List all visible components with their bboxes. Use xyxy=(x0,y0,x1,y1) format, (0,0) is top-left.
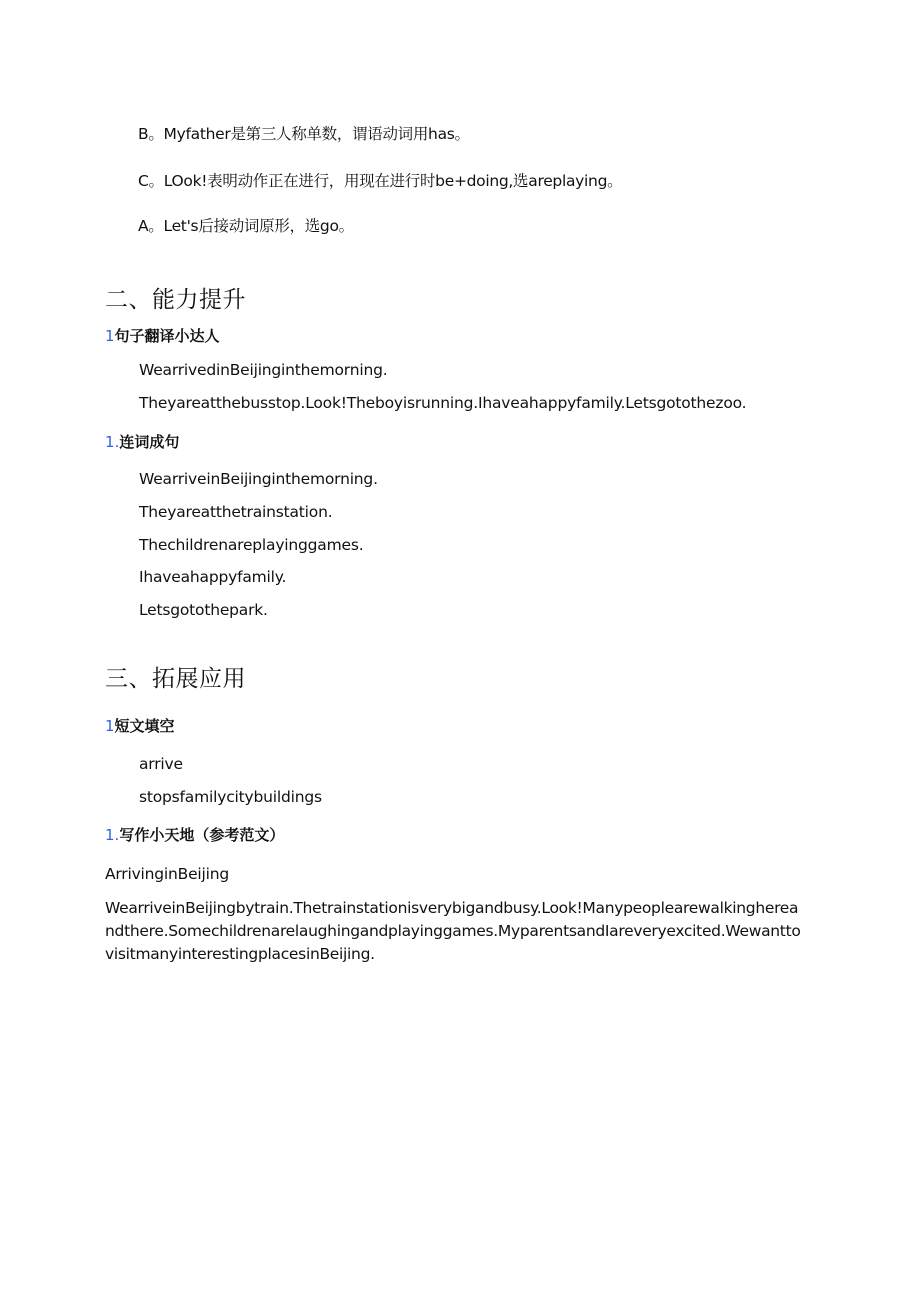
subheading-cloze xyxy=(105,715,175,736)
word-order-answer: Theyareatthetrainstation. xyxy=(139,503,333,521)
subheading-writing xyxy=(105,824,284,845)
subheading-number: 1. xyxy=(105,826,120,844)
answer-explanation-c: C。LOok!表明动作正在进行，用现在进行时be+doing,选areplaying。 xyxy=(138,172,623,190)
subheading-number: 1 xyxy=(105,717,115,735)
answer-explanation-b: B。Myfather是第三人称单数，谓语动词用has。 xyxy=(138,125,470,143)
subheading-translation xyxy=(105,325,220,346)
section-heading-ability: 二、能力提升 xyxy=(105,287,246,313)
answer-explanation-a: A。Let's后接动词原形，选go。 xyxy=(138,217,354,235)
subheading-title: 短文填空 xyxy=(114,717,175,735)
cloze-answer: arrive xyxy=(139,755,183,773)
translation-answer: Theyareatthebusstop.Look!Theboyisrunning.Ihaveahappyfamily.Letsgotothezoo. xyxy=(139,394,747,412)
word-order-answer: Thechildrenareplayinggames. xyxy=(139,536,364,554)
word-order-answer: WearriveinBeijinginthemorning. xyxy=(139,470,378,488)
subheading-word-order xyxy=(105,431,179,452)
subheading-number: 1 xyxy=(105,327,115,345)
translation-answer: WearrivedinBeijinginthemorning. xyxy=(139,361,388,379)
subheading-title: 句子翻译小达人 xyxy=(114,327,220,345)
subheading-title: 连词成句 xyxy=(119,433,180,451)
word-order-answer: Letsgotothepark. xyxy=(139,601,268,619)
essay-title: ArrivinginBeijing xyxy=(105,865,230,883)
word-order-answer: Ihaveahappyfamily. xyxy=(139,568,287,586)
essay-body: WearriveinBeijingbytrain.Thetrainstationisverybigandbusy.Look!Manypeoplearewalkinghereandthere.Somechildrenarelaughingandplayinggames.MyparentsandIareveryexcited.WewanttovisitmanyinterestingplacesinBeijing. xyxy=(105,899,801,963)
section-heading-extension: 三、拓展应用 xyxy=(105,666,246,692)
subheading-title: 写作小天地（参考范文） xyxy=(119,826,285,844)
cloze-answer: stopsfamilycitybuildings xyxy=(139,788,322,806)
subheading-number: 1. xyxy=(105,433,120,451)
